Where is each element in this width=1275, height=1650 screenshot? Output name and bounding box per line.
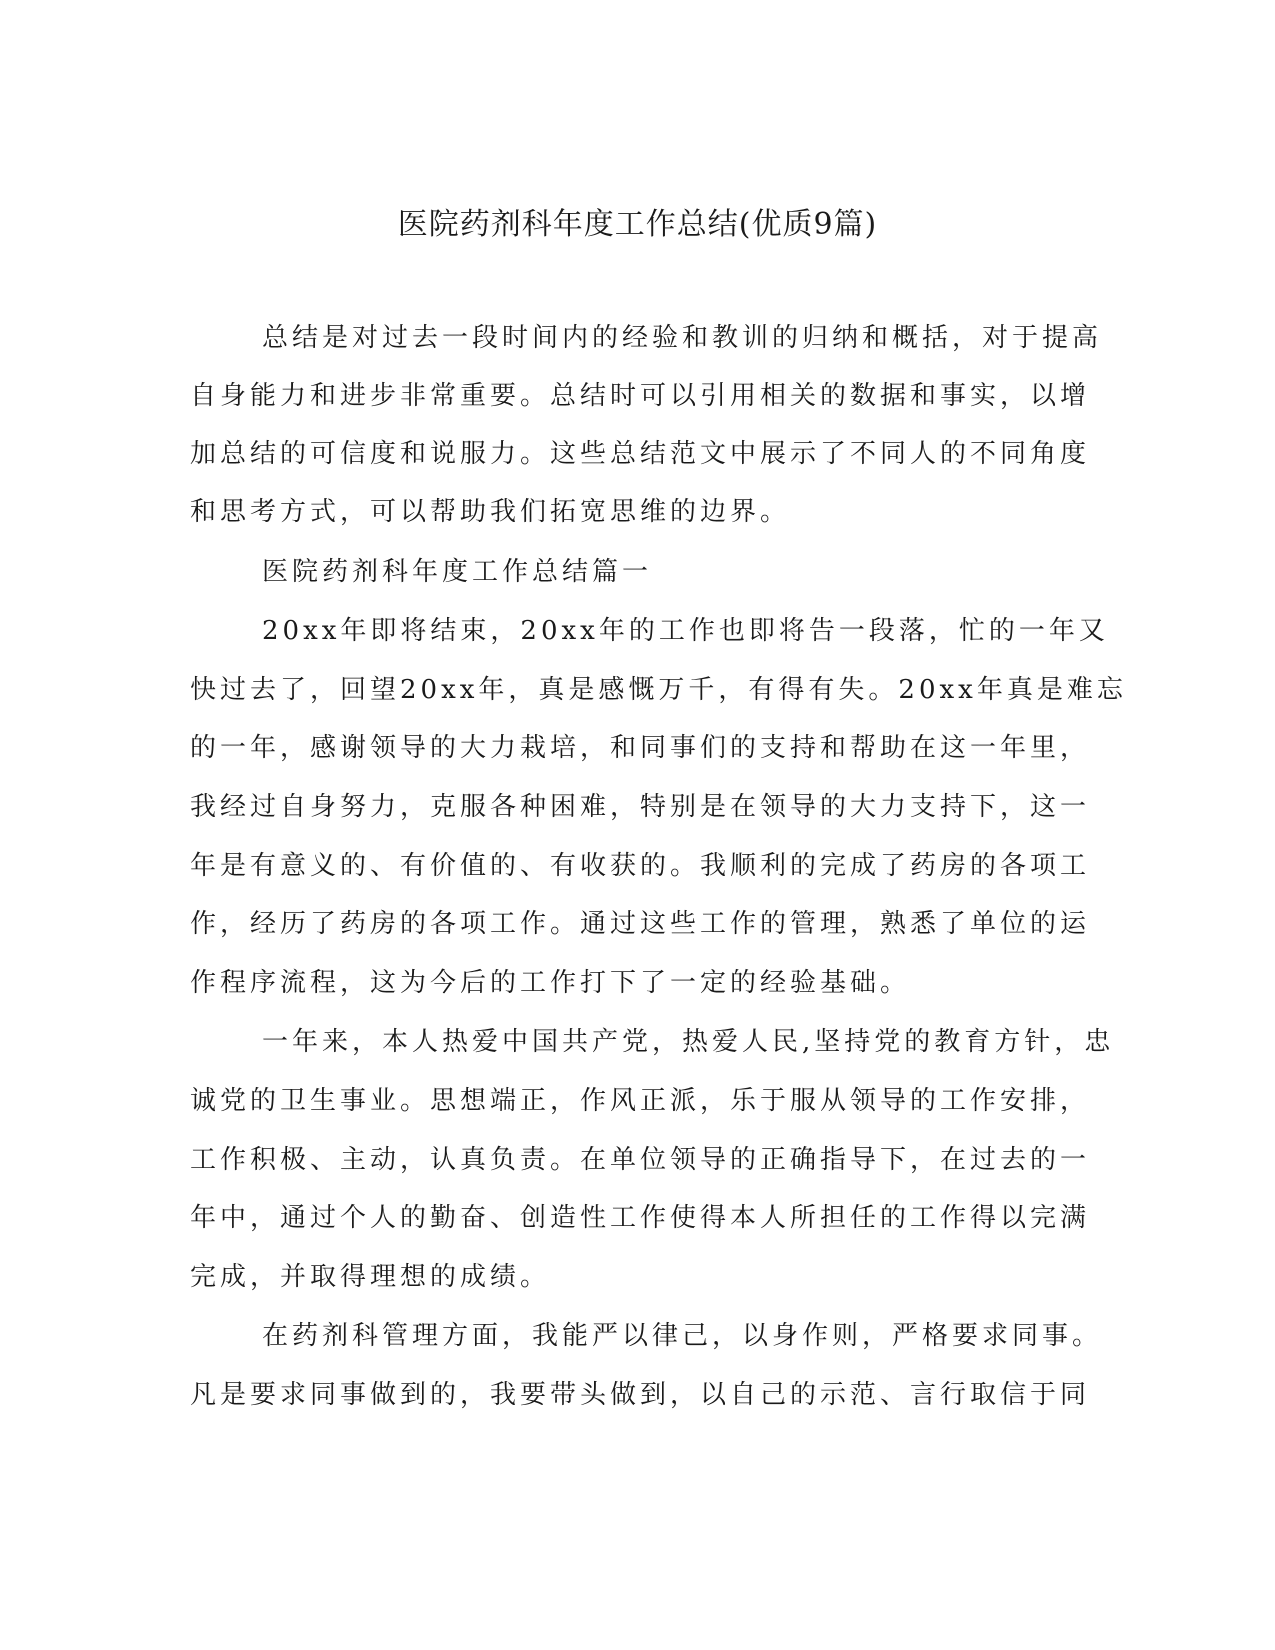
paragraph-line: 快过去了，回望20xx年，真是感慨万千，有得有失。20xx年真是难忘 xyxy=(190,675,1127,705)
paragraph-line: 在药剂科管理方面，我能严以律己，以身作则，严格要求同事。 xyxy=(262,1321,1103,1351)
paragraph-line: 诚党的卫生事业。思想端正，作风正派，乐于服从领导的工作安排， xyxy=(190,1086,1091,1116)
paragraph-line: 完成，并取得理想的成绩。 xyxy=(190,1262,551,1292)
paragraph-line: 20xx年即将结束，20xx年的工作也即将告一段落，忙的一年又 xyxy=(262,616,1109,646)
paragraph-line: 作，经历了药房的各项工作。通过这些工作的管理，熟悉了单位的运 xyxy=(190,909,1091,939)
paragraph-line: 和思考方式，可以帮助我们拓宽思维的边界。 xyxy=(190,497,791,527)
paragraph-line: 加总结的可信度和说服力。这些总结范文中展示了不同人的不同角度 xyxy=(190,439,1091,469)
paragraph-line: 凡是要求同事做到的，我要带头做到，以自己的示范、言行取信于同 xyxy=(190,1380,1091,1410)
paragraph-line: 自身能力和进步非常重要。总结时可以引用相关的数据和事实，以增 xyxy=(190,381,1091,411)
paragraph-line: 总结是对过去一段时间内的经验和教训的归纳和概括，对于提高 xyxy=(262,323,1103,353)
document-title: 医院药剂科年度工作总结(优质9篇) xyxy=(397,207,878,242)
paragraph-line: 的一年，感谢领导的大力栽培，和同事们的支持和帮助在这一年里， xyxy=(190,733,1091,763)
paragraph-line: 工作积极、主动，认真负责。在单位领导的正确指导下，在过去的一 xyxy=(190,1145,1091,1175)
paragraph-line: 年中，通过个人的勤奋、创造性工作使得本人所担任的工作得以完满 xyxy=(190,1203,1091,1233)
paragraph-line: 一年来，本人热爱中国共产党，热爱人民,坚持党的教育方针，忠 xyxy=(262,1027,1115,1057)
paragraph-line: 年是有意义的、有价值的、有收获的。我顺利的完成了药房的各项工 xyxy=(190,851,1091,881)
paragraph-line: 我经过自身努力，克服各种困难，特别是在领导的大力支持下，这一 xyxy=(190,792,1091,822)
paragraph-line: 作程序流程，这为今后的工作打下了一定的经验基础。 xyxy=(190,968,911,998)
section-heading: 医院药剂科年度工作总结篇一 xyxy=(262,557,653,587)
